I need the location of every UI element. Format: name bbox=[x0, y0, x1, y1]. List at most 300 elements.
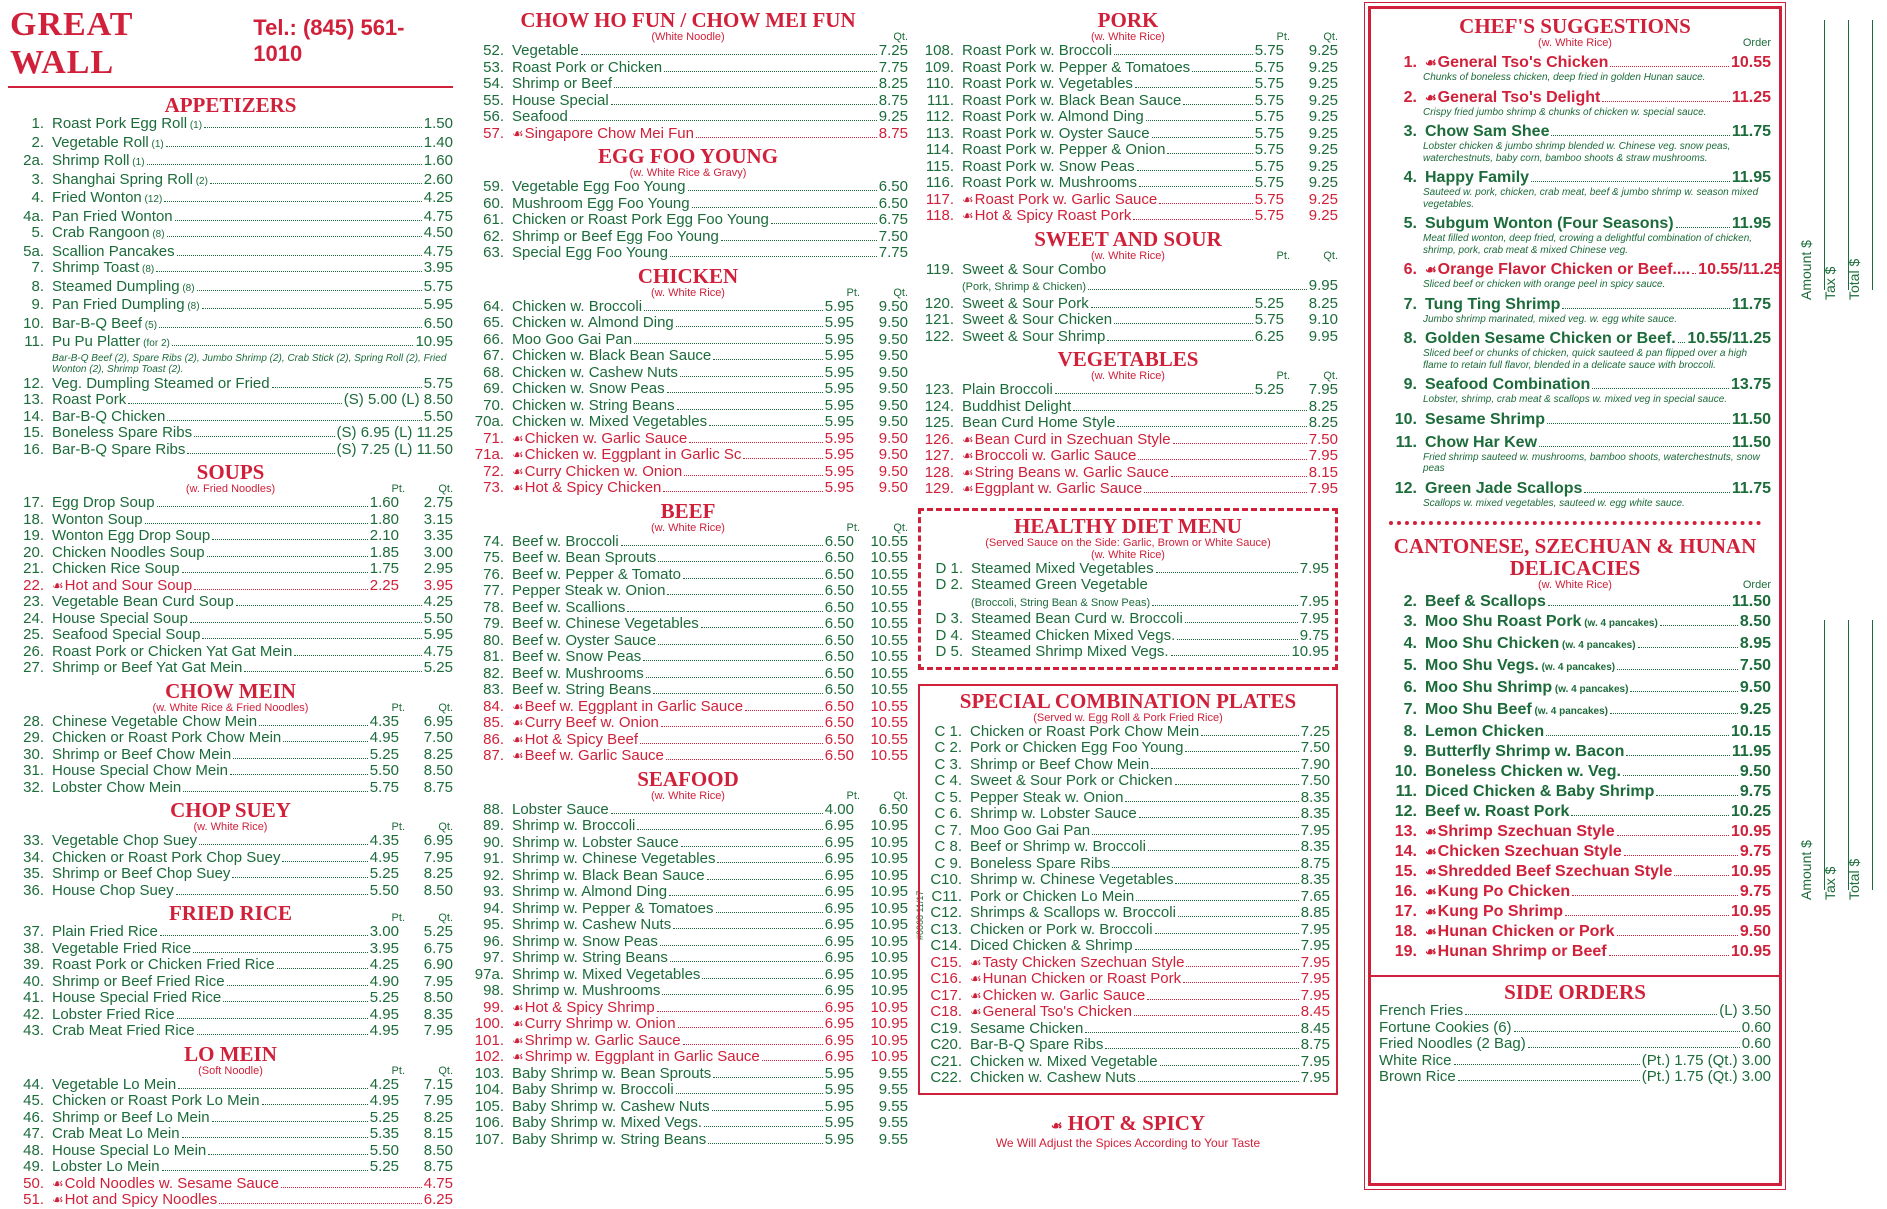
menu-item bbox=[926, 1004, 1330, 1021]
leader-dots bbox=[157, 506, 368, 507]
leader-dots bbox=[1592, 388, 1729, 389]
item-name: Beef w. Scallions bbox=[512, 598, 626, 616]
price-pint: 6.50 bbox=[824, 565, 854, 583]
item-name: Fried Noodles (2 Bag) bbox=[1379, 1035, 1526, 1052]
section-title: SPECIAL COMBINATION PLATES bbox=[959, 688, 1297, 713]
price-quart: 6.50 bbox=[878, 800, 908, 818]
menu-item bbox=[926, 740, 1330, 757]
menu-item bbox=[1379, 261, 1782, 279]
price-quart: 8.75 bbox=[423, 1158, 453, 1175]
price-pint: 5.95 bbox=[824, 413, 854, 430]
item-name: Shrimp w. Eggplant in Garlic Sauce bbox=[524, 1048, 760, 1065]
price-quart: 9.50 bbox=[878, 380, 908, 397]
leader-dots bbox=[204, 127, 422, 128]
leader-dots bbox=[680, 376, 823, 377]
item-number: 99. bbox=[483, 998, 504, 1016]
leader-dots bbox=[702, 978, 822, 979]
item-name: House Special Lo Mein bbox=[52, 1141, 207, 1159]
item-number: 19. bbox=[23, 527, 44, 544]
menu-item bbox=[1379, 89, 1771, 107]
item-price: 6.25 bbox=[423, 1191, 453, 1208]
item-name: Shrimp w. Cashew Nuts bbox=[512, 916, 672, 933]
leader-dots bbox=[1160, 1065, 1299, 1066]
menu-item bbox=[8, 780, 453, 797]
item-description: Scallops w. mixed vegetables, sauteed w. egg white sauce. bbox=[1423, 497, 1685, 509]
item-number: 111. bbox=[927, 91, 954, 109]
section-egg-foo-young bbox=[468, 145, 908, 262]
price-quart: 3.95 bbox=[423, 576, 453, 594]
item-name: Special Egg Foo Young bbox=[512, 244, 668, 261]
price-quart: 9.25 bbox=[1308, 174, 1338, 191]
menu-item bbox=[8, 297, 453, 316]
leader-dots bbox=[1539, 446, 1730, 447]
menu-item bbox=[1379, 296, 1771, 314]
leader-dots bbox=[177, 255, 422, 256]
section-title: SWEET AND SOUR bbox=[1034, 226, 1222, 251]
menu-item bbox=[8, 1126, 453, 1143]
menu-item bbox=[1379, 743, 1771, 761]
price-quart: 6.90 bbox=[423, 956, 453, 973]
order-totals-margin bbox=[1790, 0, 1887, 1206]
menu-item bbox=[926, 1037, 1330, 1054]
menu-item bbox=[468, 332, 908, 349]
leader-dots bbox=[1454, 1064, 1640, 1065]
price-pint: 6.95 bbox=[824, 965, 854, 983]
section-vegetables: VEGETABLES (w. White Rice) Pt. Qt. 123. Plain Broccoli 5.25 7.95 124. Buddhist Delight 8.25 125. Bean Curd Home Style 8.25 126. ☙ Bean Curd in Szechuan Style 7.50 127. ☙ Broccoli w. Garlic Sauce 7.95 128. ☙ String Beans w. Garlic Sauce 8.15 129. ☙ Eggplant w. Garlic Sauce 7.95 bbox=[918, 348, 1338, 498]
item-number: 4. bbox=[1403, 635, 1417, 652]
column-2 bbox=[468, 6, 908, 1148]
item-price: 9.50 bbox=[1739, 923, 1771, 940]
item-number: 78. bbox=[483, 598, 504, 616]
item-number: 39. bbox=[23, 956, 44, 973]
pepper-icon: ☙ bbox=[1425, 55, 1437, 70]
item-name: Moo Shu Shrimp (w. 4 pancakes) bbox=[1425, 679, 1629, 696]
leader-dots bbox=[1528, 1047, 1740, 1048]
menu-item bbox=[926, 1054, 1330, 1071]
menu-item bbox=[918, 399, 1338, 416]
item-name: Hunan Chicken or Roast Pork bbox=[982, 970, 1182, 987]
menu-item bbox=[468, 983, 908, 1000]
item-name: Hot and Sour Soup bbox=[64, 576, 193, 594]
section-chicken: CHICKEN (w. White Rice) Pt. Qt. 64. Chicken w. Broccoli 5.95 9.50 65. Chicken w. Almond Ding 5.95 9.50 66. Moo Goo Gai Pan 5.95 9.50 67. Chicken w. Black Bean Sauce 5.95 9.50 68. Chicken w. Cashew Nuts 5.95 9.50 69. Chicken w. Snow Peas 5.95 9.50 70. Chicken w. String Beans 5.95 9.50 70a. Chicken w. Mixed Vegetables 5.95 9.50 71. ☙ Chicken w. Garlic Sauce 5.95 9.50 71a. ☙ Chicken w. Eggplant in Garlic Sc 5.95 9.50 72. ☙ Curry Chicken w. Onion 5.95 9.50 73. ☙ Hot & Spicy Chicken 5.95 9.50 bbox=[468, 265, 908, 497]
leader-dots bbox=[156, 271, 422, 272]
item-number: 10. bbox=[1394, 763, 1417, 780]
item-name: Cold Noodles w. Sesame Sauce bbox=[64, 1174, 279, 1192]
price-pint: 5.25 bbox=[369, 745, 399, 763]
item-name: Chicken w. String Beans bbox=[512, 396, 675, 414]
menu-item bbox=[468, 699, 908, 716]
menu-item bbox=[8, 763, 453, 780]
item-name: Roast Pork or Chicken Yat Gat Mein bbox=[52, 642, 293, 660]
price-pint: 5.95 bbox=[824, 330, 854, 348]
pepper-icon: ☙ bbox=[52, 1192, 64, 1207]
price-quart: 2.75 bbox=[423, 494, 453, 511]
leader-dots bbox=[1571, 815, 1729, 816]
price-pint: 6.50 bbox=[824, 549, 854, 566]
item-description: Sliced beef or chunks of chicken, quick sauteed & pan flipped over a high flame to retain full flavor, blended in a delicate sauce with broccoli. bbox=[1423, 348, 1748, 371]
item-number: 2. bbox=[31, 133, 44, 151]
leader-dots bbox=[176, 894, 368, 895]
menu-item bbox=[468, 414, 908, 431]
item-price: 7.95 bbox=[1300, 1069, 1330, 1086]
menu-item bbox=[8, 495, 453, 512]
menu-item bbox=[918, 296, 1338, 313]
item-price: 4.50 bbox=[423, 224, 453, 241]
amount-label: Amount $ bbox=[1798, 240, 1814, 300]
column-4 bbox=[1368, 6, 1782, 1186]
item-number: 11. bbox=[24, 333, 44, 350]
menu-item bbox=[1379, 1053, 1771, 1070]
item-price: 9.50 bbox=[1739, 679, 1771, 696]
item-number: 1. bbox=[1403, 54, 1417, 71]
item-price: 6.75 bbox=[878, 211, 908, 228]
price-quart: 8.15 bbox=[423, 1125, 453, 1142]
column-3 bbox=[918, 6, 1338, 1150]
leader-dots bbox=[1609, 955, 1729, 956]
item-name: Golden Sesame Chicken or Beef. bbox=[1425, 330, 1676, 347]
section-soups: SOUPS (w. Fried Noodles) Pt. Qt. 17. Egg Drop Soup 1.60 2.75 18. Wonton Soup 1.80 3.15 19. Wonton Egg Drop Soup 2.10 3.35 20. Chicken Noodles Soup 1.85 3.00 21. Chicken Rice Soup 1.75 2.95 22. ☙ Hot and Sour Soup 2.25 3.95 23. Vegetable Bean Curd Soup 4.25 24. House Special Soup 5.50 25. Seafood Special Soup 5.95 26. Roast Pork or Chicken Yat Gat Mein 4.75 27. Shrimp or Beef Yat Gat Mein 5.25 bbox=[8, 461, 453, 677]
leader-dots bbox=[1138, 1081, 1299, 1082]
price-quart: 10.55 bbox=[870, 565, 908, 583]
leader-dots bbox=[713, 1077, 823, 1078]
menu-item bbox=[468, 480, 908, 497]
item-name: Diced Chicken & Baby Shrimp bbox=[1425, 783, 1655, 800]
menu-item bbox=[468, 583, 908, 600]
leader-dots bbox=[1125, 801, 1298, 802]
price-quart: 7.95 bbox=[423, 972, 453, 990]
item-number: 81. bbox=[483, 648, 504, 665]
item-number: 4. bbox=[31, 189, 44, 206]
leader-dots bbox=[688, 190, 877, 191]
price-quart: 3.15 bbox=[423, 510, 453, 528]
price-quart: 10.95 bbox=[870, 817, 908, 834]
menu-item bbox=[8, 260, 453, 279]
price-quart: 9.25 bbox=[1308, 58, 1338, 76]
section-title: SOUPS bbox=[196, 460, 265, 484]
price-quart: 10.55 bbox=[870, 598, 908, 616]
item-name: Beef w. String Beans bbox=[512, 681, 652, 698]
item-name: Shrimp Szechuan Style bbox=[1437, 823, 1615, 840]
item-number: 116. bbox=[925, 174, 954, 191]
item-number: 85. bbox=[483, 714, 504, 731]
leader-dots bbox=[202, 308, 422, 309]
price-pint: 6.50 bbox=[824, 648, 854, 665]
item-name: Hunan Shrimp or Beef bbox=[1437, 943, 1607, 960]
item-name: Beef w. Garlic Sauce bbox=[524, 747, 664, 764]
menu-item bbox=[8, 442, 453, 459]
item-number: 12. bbox=[1394, 803, 1417, 820]
menu-item bbox=[918, 43, 1338, 60]
item-name: Pepper Steak w. Onion bbox=[970, 788, 1124, 806]
item-price: 5.25 bbox=[423, 659, 453, 676]
menu-item-desc bbox=[927, 594, 1329, 612]
price-pint: 5.75 bbox=[1254, 108, 1284, 125]
menu-item bbox=[8, 209, 453, 226]
leader-dots bbox=[1660, 625, 1738, 626]
item-number: 17. bbox=[23, 494, 44, 511]
leader-dots bbox=[167, 236, 422, 237]
leader-dots bbox=[1617, 935, 1738, 936]
menu-item bbox=[8, 545, 453, 562]
item-number: 107. bbox=[474, 1130, 504, 1148]
item-price: 10.95 bbox=[415, 333, 453, 350]
item-name: Crab Rangoon (8) bbox=[52, 224, 165, 241]
menu-item bbox=[927, 561, 1329, 578]
item-name: Hunan Chicken or Pork bbox=[1437, 923, 1615, 940]
menu-item bbox=[8, 974, 453, 991]
item-name: Chinese Vegetable Chow Mein bbox=[52, 712, 258, 730]
item-name: Lemon Chicken bbox=[1425, 723, 1545, 740]
item-name: Shrimp w. String Beans bbox=[512, 949, 668, 966]
price-quart: 10.55 bbox=[870, 615, 908, 632]
item-number: 6. bbox=[1403, 679, 1417, 696]
menu-item bbox=[926, 757, 1330, 774]
leader-dots bbox=[717, 862, 822, 863]
menu-item bbox=[468, 715, 908, 732]
menu-item bbox=[1379, 923, 1771, 941]
item-number: 82. bbox=[483, 664, 504, 682]
item-number: 121. bbox=[924, 311, 954, 328]
menu-item bbox=[8, 747, 453, 764]
item-price: 8.25 bbox=[878, 75, 908, 92]
item-number: 49. bbox=[23, 1158, 44, 1175]
price-pint: 5.75 bbox=[369, 778, 399, 796]
item-name: Chicken w. Mixed Vegetable bbox=[970, 1052, 1158, 1070]
item-name: Chicken w. Black Bean Sauce bbox=[512, 347, 712, 364]
item-number: C22. bbox=[930, 1069, 962, 1086]
item-name: Boneless Spare Ribs bbox=[970, 854, 1111, 872]
price-quart: 9.25 bbox=[1308, 190, 1338, 208]
menu-item: 119. Sweet & Sour Combo bbox=[925, 260, 1107, 278]
item-price: 9.75 bbox=[1739, 843, 1771, 860]
menu-item bbox=[918, 481, 1338, 498]
menu-item bbox=[1379, 679, 1771, 699]
price-pint: 1.80 bbox=[369, 510, 399, 528]
price-quart: 10.55 bbox=[870, 549, 908, 566]
item-number: 62. bbox=[483, 227, 504, 245]
menu-item bbox=[468, 126, 908, 143]
leader-dots bbox=[661, 726, 823, 727]
item-number: 19. bbox=[1394, 943, 1417, 960]
item-number: 76. bbox=[483, 565, 504, 583]
item-price: (S) 6.95 (L) 11.25 bbox=[336, 424, 453, 441]
item-name: Bar-B-Q Chicken bbox=[52, 407, 166, 425]
item-price: 8.25 bbox=[1308, 414, 1338, 431]
item-number: C11. bbox=[931, 887, 962, 905]
item-number: 108. bbox=[924, 42, 954, 59]
pepper-icon: ☙ bbox=[962, 431, 974, 447]
item-name: Vegetable bbox=[512, 42, 579, 59]
item-name: Shrimp or Beef Fried Rice bbox=[52, 972, 225, 990]
price-quart: 8.50 bbox=[423, 1141, 453, 1159]
item-number: 15. bbox=[23, 424, 44, 441]
menu-item bbox=[468, 550, 908, 567]
item-number: 48. bbox=[23, 1141, 44, 1159]
item-name: Roast Pork w. Mushrooms bbox=[962, 174, 1138, 191]
menu-item bbox=[918, 142, 1338, 159]
item-number: 28. bbox=[23, 712, 44, 730]
item-number: 50. bbox=[23, 1174, 44, 1192]
item-number: 27. bbox=[23, 659, 44, 676]
item-number: 67. bbox=[483, 347, 504, 364]
price-pint: 5.75 bbox=[1254, 124, 1284, 142]
menu-item bbox=[468, 666, 908, 683]
item-name: Curry Beef w. Onion bbox=[524, 714, 659, 731]
item-name: Seafood Special Soup bbox=[52, 626, 201, 643]
menu-item bbox=[468, 732, 908, 749]
item-price: 10.15 bbox=[1730, 723, 1771, 740]
item-name: Roast Pork w. Broccoli bbox=[962, 42, 1113, 59]
leader-dots bbox=[166, 146, 422, 147]
item-name: Pork or Chicken Lo Mein bbox=[970, 887, 1135, 905]
section-subtitle: (w. White Rice) bbox=[651, 286, 725, 299]
dotted-separator bbox=[1389, 521, 1761, 525]
section-lo-mein: LO MEIN (Soft Noodle) Pt. Qt. 44. Vegetable Lo Mein 4.25 7.15 45. Chicken or Roast Pork Lo Mein 4.95 7.95 46. Shrimp or Beef Lo Mein 5.25 8.25 47. Crab Meat Lo Mein 5.35 8.15 48. House Special Lo Mein 5.50 8.50 49. Lobster Lo Mein 5.25 8.75 50. ☙ Cold Noodles w. Sesame Sauce 4.75 51. ☙ Hot and Spicy Noodles 6.25 bbox=[8, 1043, 453, 1209]
item-name: Beef w. Broccoli bbox=[512, 532, 619, 550]
item-number: 63. bbox=[483, 244, 504, 261]
item-name: Steamed Green Vegetable bbox=[971, 576, 1148, 593]
menu-item bbox=[468, 212, 908, 229]
brand-header bbox=[10, 6, 453, 82]
leader-dots bbox=[692, 207, 877, 208]
item-number: 5. bbox=[1403, 215, 1417, 232]
item-number: C18. bbox=[930, 1003, 962, 1020]
item-number: C10. bbox=[930, 871, 962, 888]
leader-dots bbox=[1133, 219, 1252, 220]
item-name: Chow Har Kew bbox=[1425, 433, 1538, 451]
item-number: D 1. bbox=[935, 559, 963, 577]
item-name: General Tso's Chicken bbox=[1437, 54, 1609, 71]
menu-item bbox=[468, 802, 908, 819]
leader-dots bbox=[581, 54, 877, 55]
item-number: C19. bbox=[930, 1019, 962, 1037]
leader-dots bbox=[1107, 340, 1252, 341]
item-price: 8.35 bbox=[1300, 805, 1330, 822]
menu-item bbox=[8, 316, 453, 335]
menu-item bbox=[468, 464, 908, 481]
leader-dots bbox=[1531, 181, 1730, 182]
item-number: 41. bbox=[23, 989, 44, 1006]
item-number: 9. bbox=[1403, 743, 1417, 760]
price-pint: 5.95 bbox=[824, 363, 854, 381]
leader-dots bbox=[194, 436, 334, 437]
item-price: 6.50 bbox=[878, 194, 908, 212]
leader-dots bbox=[175, 220, 422, 221]
item-name: Shrimp Roll (1) bbox=[52, 152, 145, 169]
item-name: Sweet & Sour Shrimp bbox=[962, 327, 1106, 345]
item-number: 126. bbox=[924, 430, 954, 448]
item-name: Steamed Mixed Vegetables bbox=[971, 559, 1154, 577]
leader-dots bbox=[160, 935, 368, 936]
menu-item bbox=[468, 748, 908, 765]
menu-item bbox=[1379, 169, 1771, 187]
leader-dots bbox=[233, 758, 368, 759]
price-quart: 6.95 bbox=[423, 832, 453, 849]
item-name: House Special Fried Rice bbox=[52, 989, 222, 1006]
price-pint: 6.50 bbox=[824, 532, 854, 550]
pupu-platter-description: Bar-B-Q Beef (2), Spare Ribs (2), Jumbo Shrimp (2), Crab Stick (2), Spring Roll (2), Fried Wonton (2), Shrimp Toast (2). bbox=[52, 352, 447, 375]
item-name: Pepper Steak w. Onion bbox=[512, 582, 666, 599]
leader-dots bbox=[208, 1154, 368, 1155]
item-price: 7.95 bbox=[1300, 937, 1330, 954]
leader-dots bbox=[212, 539, 368, 540]
item-number: 36. bbox=[23, 881, 44, 899]
price-quart: 8.50 bbox=[423, 881, 453, 899]
price-quart: 8.75 bbox=[423, 778, 453, 796]
leader-dots bbox=[219, 1203, 422, 1204]
price-quart: 9.55 bbox=[878, 1081, 908, 1098]
price-pint: 6.95 bbox=[824, 1015, 854, 1032]
item-price: 10.95 bbox=[1730, 903, 1771, 920]
price-pint: 5.95 bbox=[824, 1114, 854, 1131]
section-subtitle: (Served w. Egg Roll & Pork Fried Rice) bbox=[1033, 711, 1223, 724]
item-number: C15. bbox=[930, 953, 962, 971]
menu-item bbox=[1379, 376, 1771, 394]
leader-dots bbox=[1135, 949, 1299, 950]
item-name: Shrimp w. Lobster Sauce bbox=[512, 833, 679, 851]
item-number: 106. bbox=[474, 1114, 504, 1131]
leader-dots bbox=[1548, 605, 1730, 606]
menu-item bbox=[8, 1077, 453, 1094]
menu-item bbox=[927, 577, 1329, 594]
item-number: 46. bbox=[23, 1108, 44, 1126]
menu-item bbox=[918, 208, 1338, 225]
item-name: Vegetable Chop Suey bbox=[52, 832, 198, 849]
item-price: 1.60 bbox=[423, 152, 453, 169]
section-title: CHOW HO FUN / CHOW MEI FUN bbox=[520, 8, 856, 32]
leader-dots bbox=[684, 475, 823, 476]
item-name: Curry Shrimp w. Onion bbox=[524, 1015, 676, 1032]
menu-item bbox=[468, 835, 908, 852]
item-number: 87. bbox=[483, 747, 504, 764]
price-quart: 10.95 bbox=[870, 965, 908, 983]
leader-dots bbox=[716, 912, 823, 913]
item-desc: (Broccoli, String Bean & Snow Peas) bbox=[971, 596, 1151, 609]
tax-label: Tax $ bbox=[1822, 266, 1838, 300]
menu-item bbox=[8, 611, 453, 628]
section-title: FRIED RICE bbox=[168, 901, 293, 925]
menu-item bbox=[468, 93, 908, 110]
menu-item bbox=[468, 60, 908, 77]
item-name: Chow Sam Shee bbox=[1425, 123, 1550, 140]
leader-dots bbox=[666, 759, 823, 760]
item-price: 8.50 bbox=[1739, 613, 1771, 630]
item-name: Kung Po Chicken bbox=[1437, 883, 1571, 900]
item-price: 4.75 bbox=[423, 642, 453, 660]
item-description: Fried shrimp sauteed w. mushrooms, bamboo shoots, waterchestnuts, snow peas bbox=[1423, 451, 1760, 474]
item-number: 118. bbox=[925, 207, 954, 224]
item-name: Crab Meat Fried Rice bbox=[52, 1022, 195, 1039]
item-name: Shredded Beef Szechuan Style bbox=[1437, 863, 1673, 880]
section-subtitle: (w. White Rice) bbox=[1538, 37, 1612, 49]
pepper-icon: ☙ bbox=[1425, 864, 1437, 879]
leader-dots bbox=[658, 561, 823, 562]
section-subtitle: (w. White Rice) bbox=[1091, 249, 1165, 262]
healthy-diet-box bbox=[918, 508, 1338, 670]
menu-item bbox=[1379, 783, 1771, 801]
leader-dots bbox=[162, 1170, 368, 1171]
menu-item bbox=[468, 365, 908, 382]
price-pint: 5.25 bbox=[369, 989, 399, 1006]
leader-dots bbox=[1674, 875, 1729, 876]
item-number: C 2. bbox=[934, 739, 962, 756]
price-pint: 5.25 bbox=[369, 1108, 399, 1126]
menu-item bbox=[927, 644, 1329, 661]
item-price: 9.75 bbox=[1739, 783, 1771, 800]
pepper-icon: ☙ bbox=[970, 954, 982, 970]
menu-item bbox=[468, 818, 908, 835]
hot-spicy-note: ☙ HOT & SPICY We Will Adjust the Spices According to Your Taste bbox=[995, 1110, 1261, 1150]
